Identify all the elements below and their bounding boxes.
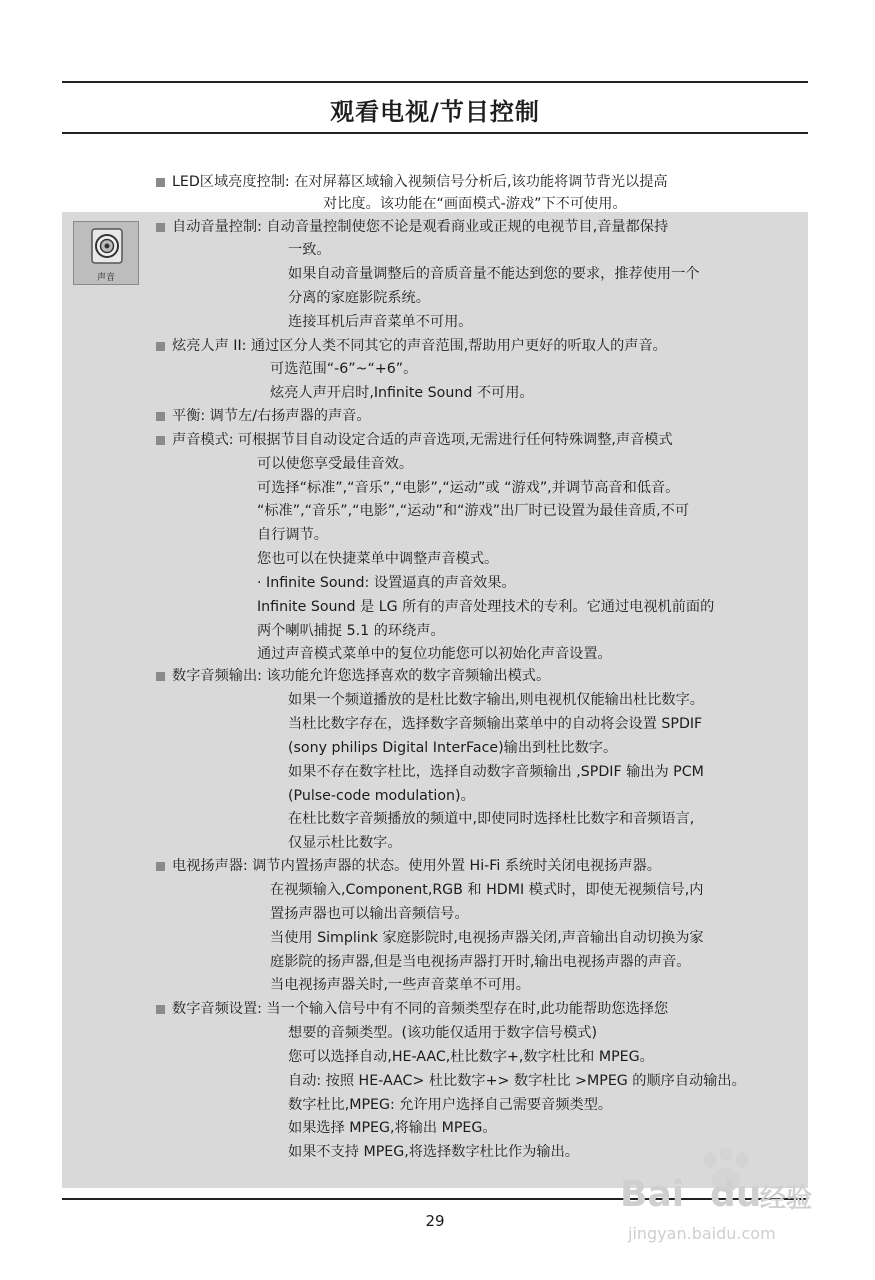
bullet-marker [156,672,165,681]
text-line: 自动: 按照 HE-AAC> 杜比数字+> 数字杜比 >MPEG 的顺序自动输出。 [288,1073,746,1089]
bullet-marker [156,342,165,351]
section-heading-line: 电视扬声器: 调节内置扬声器的状态。使用外置 Hi-Fi 系统时关闭电视扬声器。 [172,858,661,874]
text-line: 当电视扬声器关时,一些声音菜单不可用。 [270,977,530,993]
sound-menu-icon [73,221,139,285]
text-line: 两个喇叭捕捉 5.1 的环绕声。 [257,623,445,639]
section-heading-line: 平衡: 调节左/右扬声器的声音。 [172,408,371,424]
section-heading-line: 数字音频设置: 当一个输入信号中有不同的音频类型存在时,此功能帮助您选择您 [172,1001,669,1017]
watermark-url: jingyan.baidu.com [628,1224,776,1243]
section-heading-line: LED区域亮度控制: 在对屏幕区域输入视频信号分析后,该功能将调节背光以提高 [172,174,668,190]
section-heading-line: 声音模式: 可根据节目自动设定合适的声音选项,无需进行任何特殊调整,声音模式 [172,432,673,448]
text-line: 分离的家庭影院系统。 [288,290,430,306]
text-line: 想要的音频类型。(该功能仅适用于数字信号模式) [288,1025,598,1041]
bullet-marker [156,178,165,187]
text-line: 如果选择 MPEG,将输出 MPEG。 [288,1120,497,1136]
text-line: 庭影院的扬声器,但是当电视扬声器打开时,输出电视扬声器的声音。 [270,954,691,970]
text-line: 如果不支持 MPEG,将选择数字杜比作为输出。 [288,1144,579,1160]
text-line: (Pulse-code modulation)。 [288,788,475,804]
watermark-brand-du: du [710,1174,762,1215]
text-line: 数字杜比,MPEG: 允许用户选择自己需要音频类型。 [288,1097,613,1113]
text-line: 可选范围“-6”~“+6”。 [270,361,418,377]
bullet-marker [156,436,165,445]
bullet-marker [156,1005,165,1014]
text-line: Infinite Sound 是 LG 所有的声音处理技术的专利。它通过电视机前面的 [257,599,715,615]
bullet-marker [156,223,165,232]
text-line: 仅显示杜比数字。 [288,835,402,851]
text-line: 通过声音模式菜单中的复位功能您可以初始化声音设置。 [257,646,612,662]
title-rule [62,132,808,134]
text-line: 自行调节。 [257,527,328,543]
icon-label: 声音 [96,273,115,283]
text-line: 您也可以在快捷菜单中调整声音模式。 [257,551,499,567]
text-line: 如果不存在数字杜比，选择自动数字音频输出 ,SPDIF 输出为 PCM [288,764,704,780]
text-line: 一致。 [288,242,331,258]
text-line: 可选择“标准”,“音乐”,“电影”,“运动”或 “游戏”,并调节高音和低音。 [257,480,680,496]
top-rule [62,81,808,83]
page-title: 观看电视/节目控制 [330,98,540,126]
page-number: 29 [425,1212,445,1230]
text-line: 连接耳机后声音菜单不可用。 [288,314,473,330]
speaker-icon [91,228,123,264]
text-line: (sony philips Digital InterFace)输出到杜比数字。 [288,740,618,756]
bullet-marker [156,412,165,421]
section-heading-line: 炫亮人声 II: 通过区分人类不同其它的声音范围,帮助用户更好的听取人的声音。 [172,338,667,354]
text-line: 置扬声器也可以输出音频信号。 [270,906,469,922]
text-line: 炫亮人声开启时,Infinite Sound 不可用。 [270,385,534,401]
text-line: 当使用 Simplink 家庭影院时,电视扬声器关闭,声音输出自动切换为家 [270,930,704,946]
section-heading-line: 自动音量控制: 自动音量控制使您不论是观看商业或正规的电视节目,音量都保持 [172,219,669,235]
text-line: 您可以选择自动,HE-AAC,杜比数字+,数字杜比和 MPEG。 [288,1049,654,1065]
text-line: “标准”,“音乐”,“电影”,“运动”和“游戏”出厂时已设置为最佳音质,不可 [257,503,690,519]
text-line: 当杜比数字存在，选择数字音频输出菜单中的自动将会设置 SPDIF [288,716,703,732]
text-line: · Infinite Sound: 设置逼真的声音效果。 [257,575,516,591]
baidu-watermark [620,1148,820,1248]
bullet-marker [156,862,165,871]
watermark-brand-cn: 经验 [760,1184,813,1214]
watermark-brand: Bai [620,1174,685,1215]
text-line: 可以使您享受最佳音效。 [257,456,414,472]
text-line: 在视频输入,Component,RGB 和 HDMI 模式时，即使无视频信号,内 [270,882,704,898]
text-line: 如果一个频道播放的是杜比数字输出,则电视机仅能输出杜比数字。 [288,692,704,708]
section-heading-line: 数字音频输出: 该功能允许您选择喜欢的数字音频输出模式。 [172,668,551,684]
text-line: 如果自动音量调整后的音质音量不能达到您的要求，推荐使用一个 [288,266,700,282]
text-line: 对比度。该功能在“画面模式-游戏”下不可使用。 [323,196,627,212]
text-line: 在杜比数字音频播放的频道中,即使同时选择杜比数字和音频语言, [288,811,695,827]
